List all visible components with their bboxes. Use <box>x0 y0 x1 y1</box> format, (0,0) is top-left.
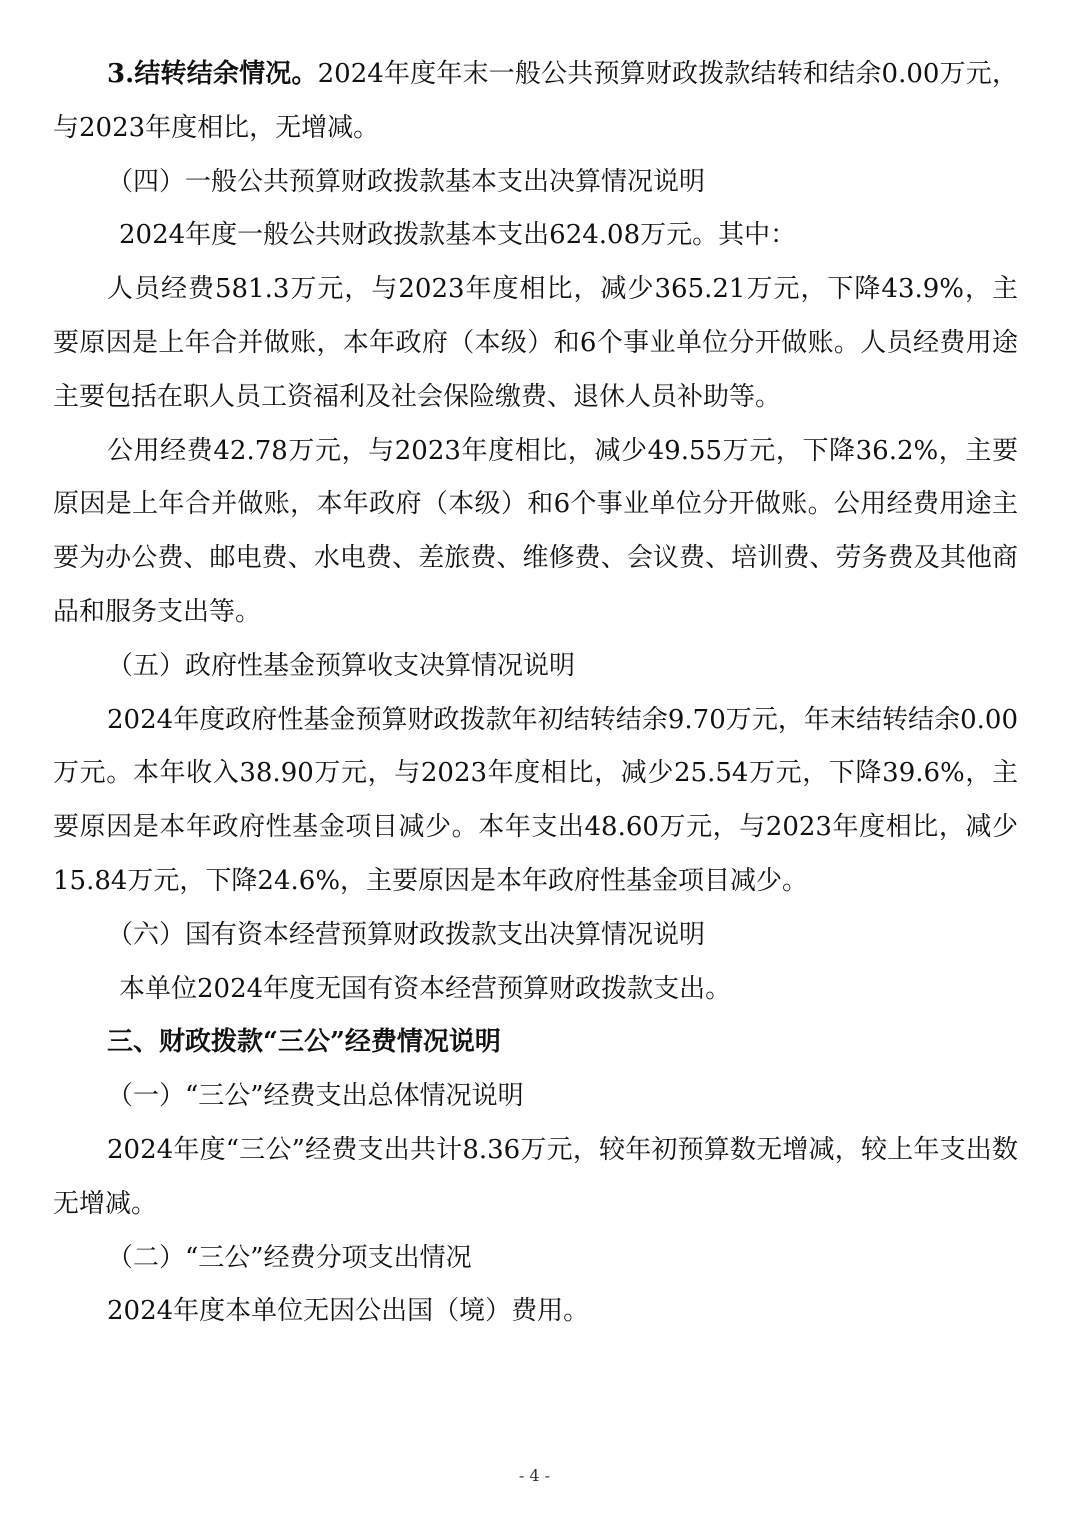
paragraph-state-capital: 本单位2024年度无国有资本经营预算财政拨款支出。 <box>119 973 732 1004</box>
section-heading-government-fund: （五）政府性基金预算收支决算情况说明 <box>107 650 576 681</box>
paragraph-public-expenses: 公用经费42.78万元，与2023年度相比，减少49.55万元，下降36.2%，主要原因是上年合并做账，本年政府（本级）和6个事业单位分开做账。公用经费用途主要为办公费、邮电费、水电费、差旅费、维修费、会议费、培训费、劳务费及其他商品和服务支出等。 <box>53 435 1018 627</box>
section-heading-basic-expenditure: （四）一般公共预算财政拨款基本支出决算情况说明 <box>107 166 706 197</box>
paragraph-personnel-expenses: 人员经费581.3万元，与2023年度相比，减少365.21万元，下降43.9%，主要原因是上年合并做账，本年政府（本级）和6个事业单位分开做账。人员经费用途主要包括在职人员工资福利及社会保险缴费、退休人员补助等。 <box>53 274 1018 412</box>
paragraph-basic-expenditure: 2024年度一般公共财政拨款基本支出624.08万元。其中： <box>119 220 797 251</box>
page-number: - 4 - <box>518 1466 551 1485</box>
section-heading-three-public-overall: （一）“三公”经费支出总体情况说明 <box>107 1081 524 1112</box>
chapter-heading-three-public: 三、财政拨款“三公”经费情况说明 <box>107 1027 501 1058</box>
document-body <box>53 48 1018 1339</box>
paragraph-carryover-balance <box>53 48 1018 156</box>
section-heading-three-public-items: （二）“三公”经费分项支出情况 <box>107 1242 472 1273</box>
paragraph-three-public-overall: 2024年度“三公”经费支出共计8.36万元，较年初预算数无增减，较上年支出数无增减。 <box>53 1134 1018 1219</box>
paragraph-overseas-travel: 2024年度本单位无因公出国（境）费用。 <box>107 1296 590 1327</box>
section-heading-state-capital: （六）国有资本经营预算财政拨款支出决算情况说明 <box>107 919 706 950</box>
paragraph-government-fund: 2024年度政府性基金预算财政拨款年初结转结余9.70万元，年末结转结余0.00万元。本年收入38.90万元，与2023年度相比，减少25.54万元，下降39.6%，主要原因是本年政府性基金项目减少。本年支出48.60万元，与2023年度相比，减少15.84万元，下降24.6%，主要原因是本年政府性基金项目减少。 <box>53 704 1018 896</box>
paragraph-lead-heading: 3.结转结余情况。 <box>107 59 318 89</box>
paragraph-text: 2024年度年末一般公共预算财政拨款结转和结余0.00万元，与2023年度相比，无增减。 <box>53 59 1018 143</box>
